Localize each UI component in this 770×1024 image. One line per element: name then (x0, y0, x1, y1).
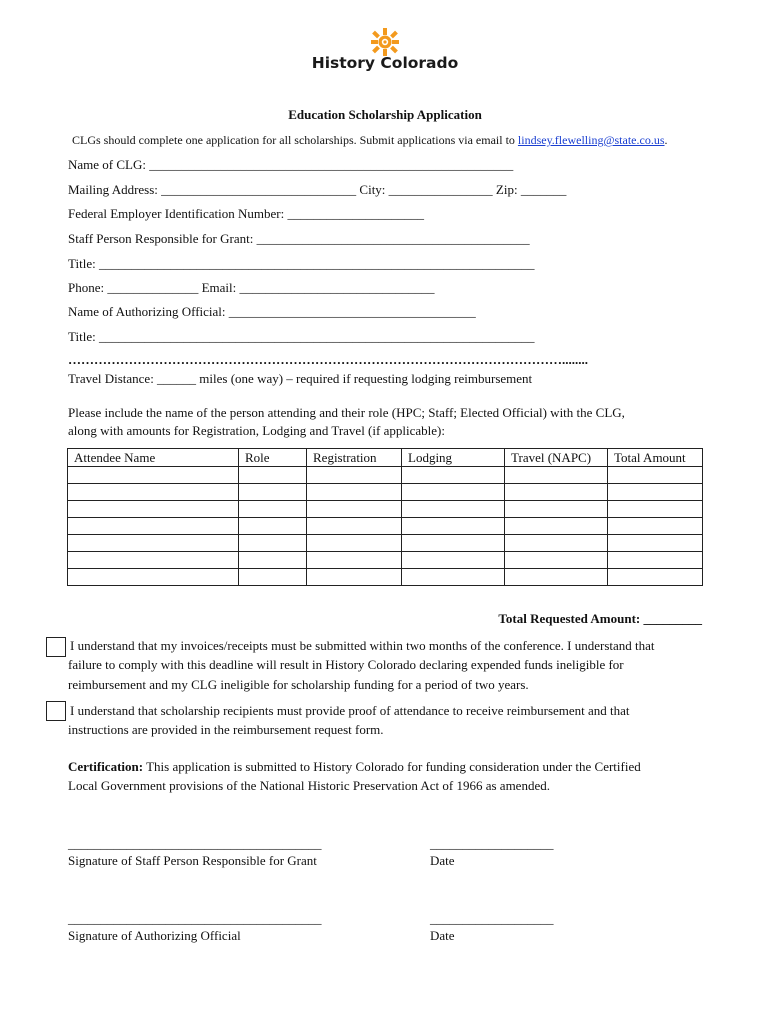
attendee-table (67, 448, 703, 586)
table-cell[interactable] (608, 569, 703, 586)
certification-line-2: Local Government provisions of the National Historic Preservation Act of 1966 as amended. (68, 778, 550, 793)
instructions-line-2: along with amounts for Registration, Lodging and Travel (if applicable): (68, 423, 445, 438)
header-role: Role (239, 449, 307, 467)
auth-date-label: Date (430, 928, 455, 943)
table-cell[interactable] (239, 467, 307, 484)
table-cell[interactable] (239, 484, 307, 501)
ack2-line-1: I understand that scholarship recipients must provide proof of attendance to receive reimbursement and that (70, 703, 630, 718)
table-row (68, 518, 703, 535)
table-cell[interactable] (505, 535, 608, 552)
table-cell[interactable] (608, 467, 703, 484)
table-cell[interactable] (402, 501, 505, 518)
staff-date-label: Date (430, 853, 455, 868)
table-cell[interactable] (505, 552, 608, 569)
field-phone-email[interactable]: Phone: ______________ Email: ______________________________ (68, 280, 435, 295)
table-cell[interactable] (608, 518, 703, 535)
table-cell[interactable] (505, 569, 608, 586)
field-name-of-clg[interactable]: Name of CLG: ________________________________________________________ (68, 157, 514, 172)
table-cell[interactable] (68, 467, 239, 484)
field-mailing-address[interactable]: Mailing Address: ______________________________ City: ________________ Zip: _______ (68, 182, 567, 197)
table-cell[interactable] (402, 535, 505, 552)
ack2-line-2: instructions are provided in the reimbursement request form. (68, 722, 384, 737)
staff-signature-line[interactable]: _______________________________________ (68, 836, 322, 851)
ack-attendance-checkbox[interactable] (46, 701, 66, 721)
logo-wordmark: History Colorado (311, 54, 459, 72)
table-cell[interactable] (307, 552, 402, 569)
header-total-amount: Total Amount (608, 449, 703, 467)
ack1-line-1: I understand that my invoices/receipts must be submitted within two months of the conference. I understand that (70, 638, 655, 653)
instructions-line-1: Please include the name of the person attending and their role (HPC; Staff; Elected Official) with the CLG, (68, 405, 625, 420)
header-attendee-name: Attendee Name (68, 449, 239, 467)
auth-signature-label: Signature of Authorizing Official (68, 928, 241, 943)
certification-line-1 (68, 759, 641, 775)
total-requested-amount[interactable]: Total Requested Amount: _________ (498, 611, 702, 626)
table-cell[interactable] (68, 552, 239, 569)
table-cell[interactable] (68, 569, 239, 586)
intro-text (72, 133, 668, 148)
table-row (68, 467, 703, 484)
table-cell[interactable] (68, 535, 239, 552)
field-title-1[interactable]: Title: ___________________________________________________________________ (68, 256, 535, 271)
table-header-row (68, 449, 703, 467)
table-row (68, 501, 703, 518)
table-cell[interactable] (239, 518, 307, 535)
table-cell[interactable] (505, 518, 608, 535)
table-cell[interactable] (505, 501, 608, 518)
table-cell[interactable] (505, 467, 608, 484)
table-cell[interactable] (239, 569, 307, 586)
header-travel-napc: Travel (NAPC) (505, 449, 608, 467)
page-title: Education Scholarship Application (288, 107, 482, 122)
table-cell[interactable] (239, 535, 307, 552)
table-cell[interactable] (68, 484, 239, 501)
table-cell[interactable] (68, 501, 239, 518)
table-cell[interactable] (239, 501, 307, 518)
field-authorizing-official[interactable]: Name of Authorizing Official: ______________________________________ (68, 304, 476, 319)
table-cell[interactable] (608, 484, 703, 501)
table-cell[interactable] (402, 484, 505, 501)
table-cell[interactable] (307, 518, 402, 535)
table-row (68, 535, 703, 552)
table-cell[interactable] (608, 501, 703, 518)
table-cell[interactable] (402, 467, 505, 484)
table-row (68, 484, 703, 501)
table-row (68, 552, 703, 569)
field-travel-distance[interactable]: Travel Distance: ______ miles (one way) – required if requesting lodging reimbursement (68, 371, 533, 386)
field-title-2[interactable]: Title: ___________________________________________________________________ (68, 329, 535, 344)
certification-label: Certification: (68, 759, 144, 774)
field-fein[interactable]: Federal Employer Identification Number: _____________________ (68, 206, 424, 221)
ack1-line-3: reimbursement and my CLG ineligible for scholarship funding for a period of two years. (68, 677, 529, 692)
table-cell[interactable] (307, 467, 402, 484)
auth-date-line[interactable]: ___________________ (430, 911, 554, 926)
table-cell[interactable] (505, 484, 608, 501)
table-cell[interactable] (307, 569, 402, 586)
ack1-line-2: failure to comply with this deadline will result in History Colorado declaring expended funds ineligible for (68, 657, 624, 672)
auth-signature-line[interactable]: _______________________________________ (68, 911, 322, 926)
table-cell[interactable] (68, 518, 239, 535)
header-lodging: Lodging (402, 449, 505, 467)
certification-text: This application is submitted to History Colorado for funding consideration under the Certified (143, 759, 641, 774)
header-registration: Registration (307, 449, 402, 467)
table-cell[interactable] (239, 552, 307, 569)
table-cell[interactable] (402, 518, 505, 535)
ack-invoices-checkbox[interactable] (46, 637, 66, 657)
table-cell[interactable] (608, 535, 703, 552)
email-link[interactable]: lindsey.flewelling@state.co.us (517, 133, 665, 147)
history-colorado-sun-logo-icon (371, 28, 399, 56)
table-cell[interactable] (307, 484, 402, 501)
table-cell[interactable] (307, 535, 402, 552)
staff-date-line[interactable]: ___________________ (430, 836, 554, 851)
dotted-separator: ……………………………………………………………………………………………………........ (68, 352, 588, 367)
staff-signature-label: Signature of Staff Person Responsible for Grant (68, 853, 317, 868)
table-cell[interactable] (402, 569, 505, 586)
field-staff-person[interactable]: Staff Person Responsible for Grant: __________________________________________ (68, 231, 530, 246)
table-cell[interactable] (608, 552, 703, 569)
table-cell[interactable] (307, 501, 402, 518)
table-cell[interactable] (402, 552, 505, 569)
intro-end: . (664, 133, 668, 147)
table-row (68, 569, 703, 586)
intro-sentence: CLGs should complete one application for all scholarships. Submit applications via email to (72, 133, 518, 147)
